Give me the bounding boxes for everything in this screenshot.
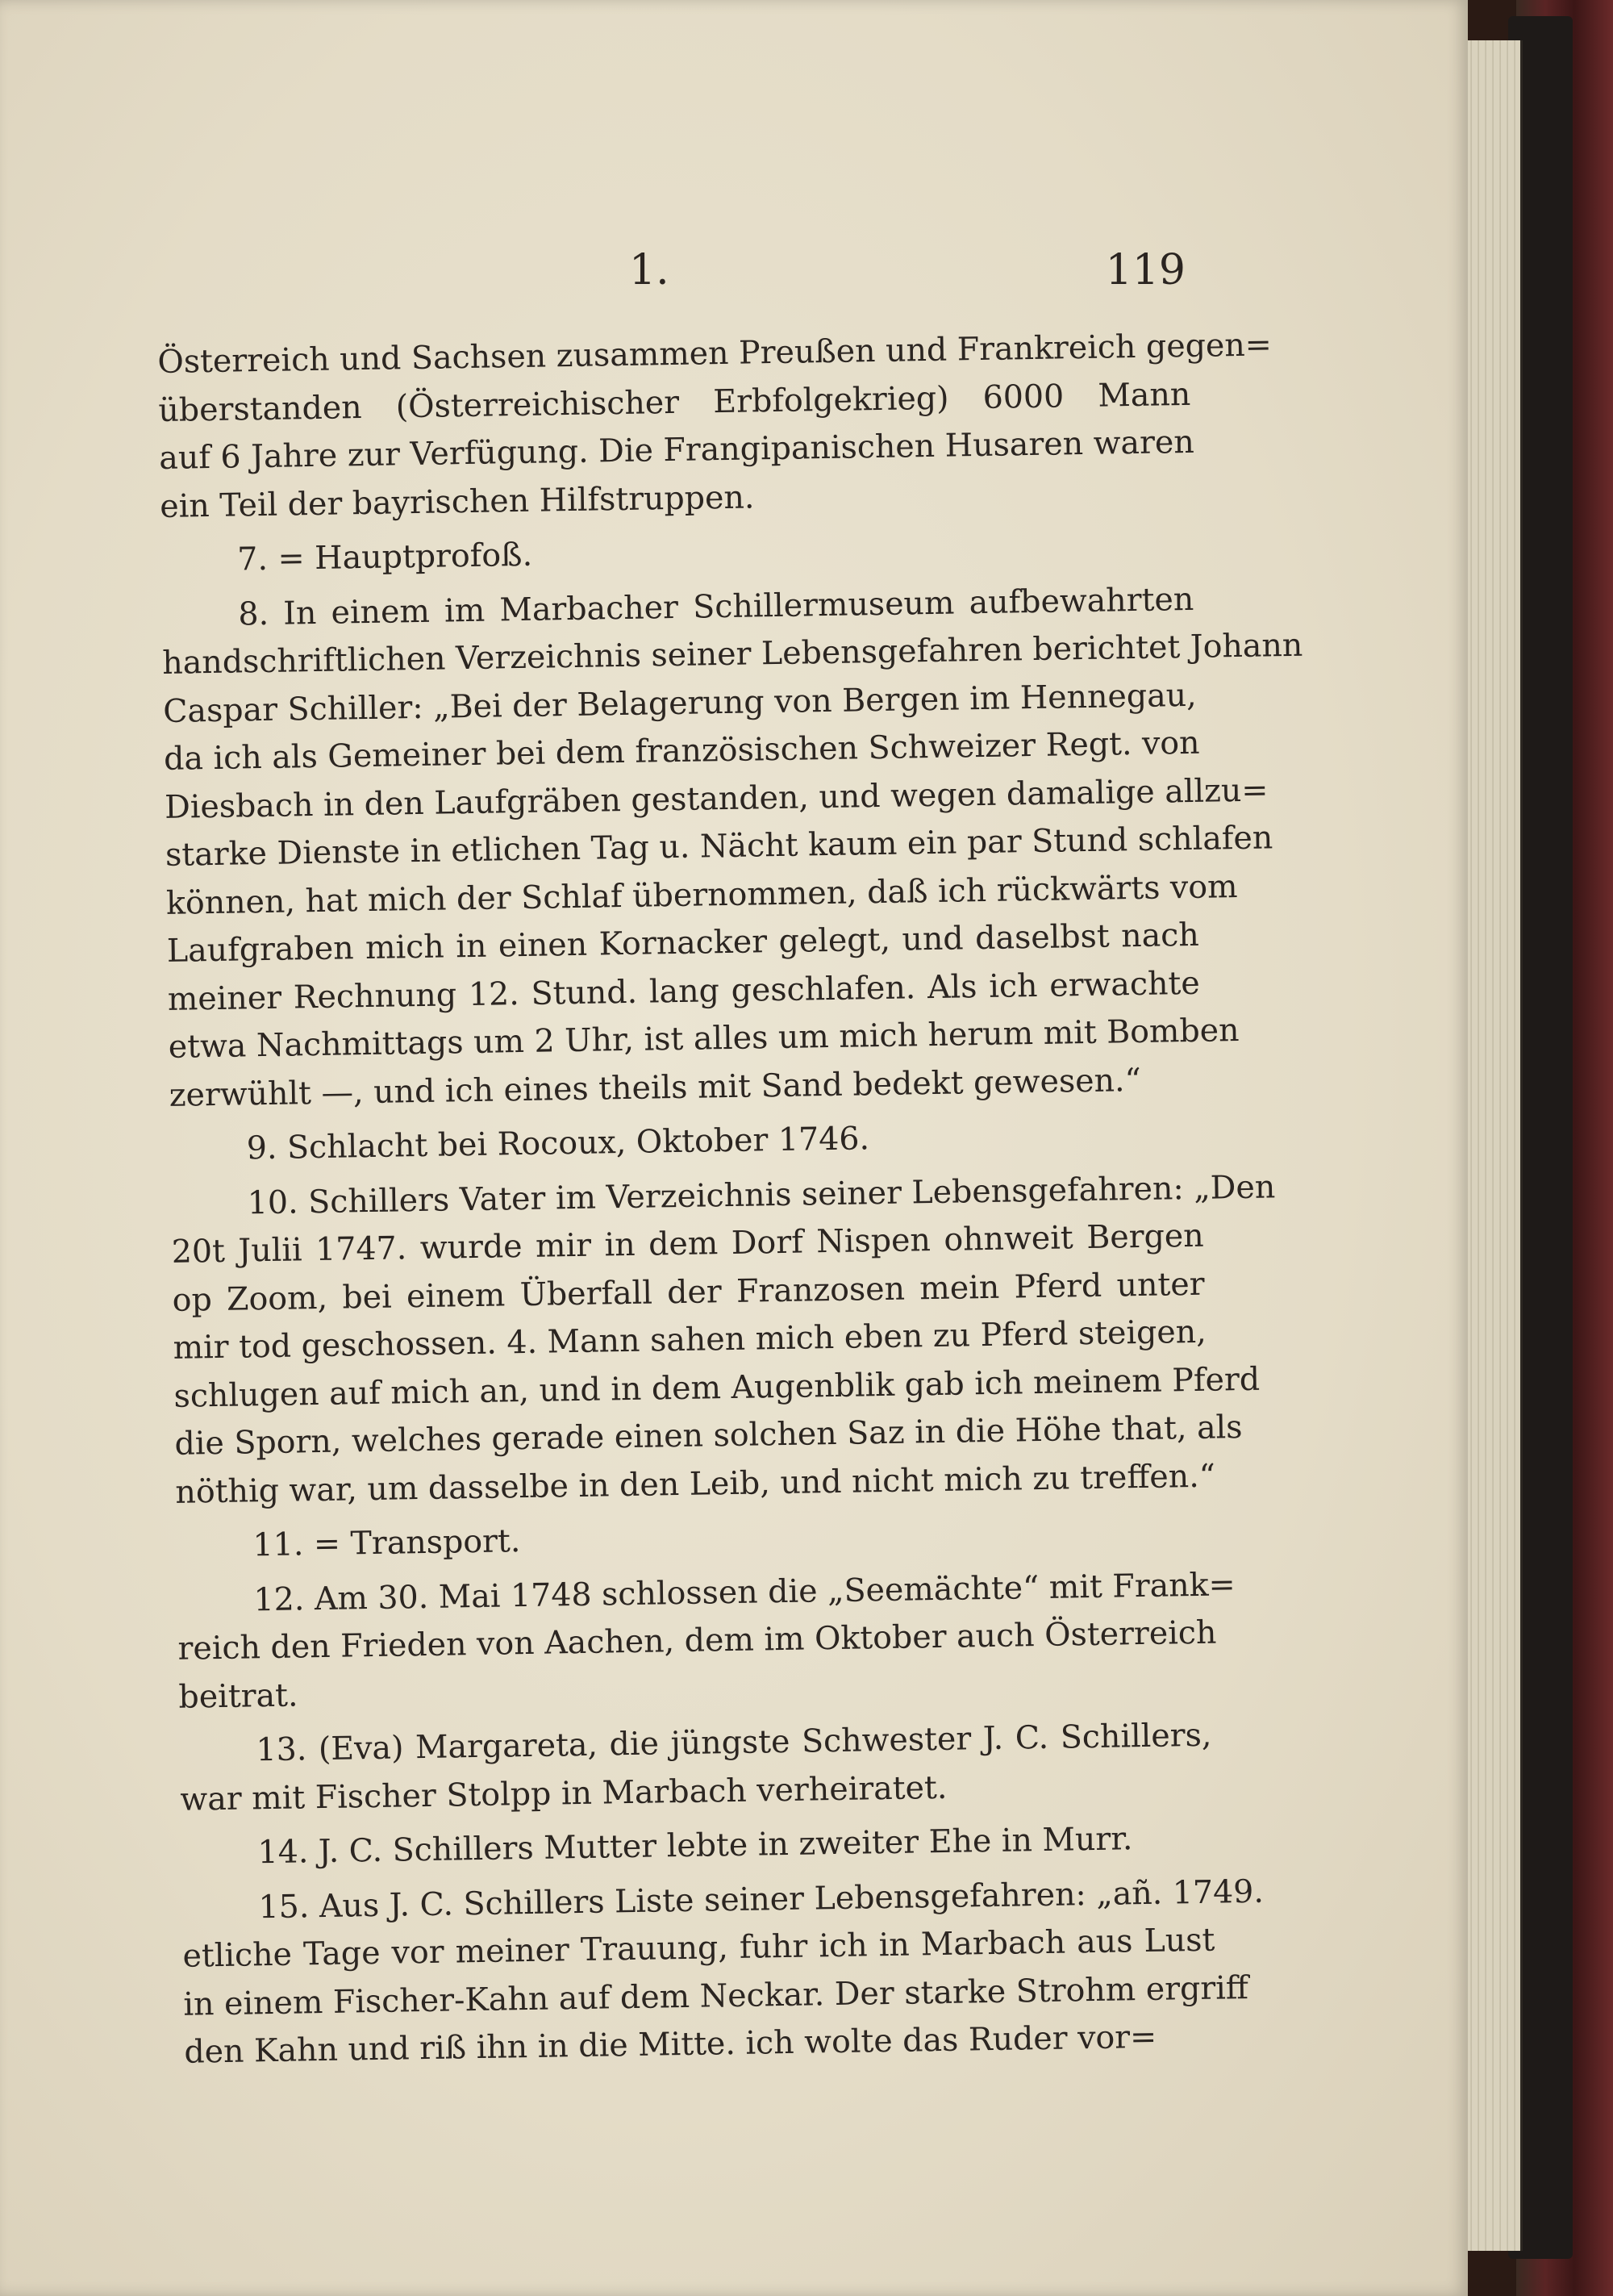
note-n10 [170,1164,1276,1517]
text-line: ein Teil der bayrischen Hilfstruppen. [159,478,755,525]
text-line: 7. = Hauptprofoß. [236,536,533,578]
text-line: etliche Tage vor meiner Trauung, fuhr ich in Marbach aus Lust [182,1921,1215,1975]
text-line: beitrat. [178,1676,298,1716]
text-line: Caspar Schiller: „Bei der Belagerung von Bergen im Hennegau, [162,676,1198,730]
text-line: op Zoom, bei einem Überfall der Franzosen mein Pferd unter [172,1265,1205,1319]
note-n13 [179,1712,1213,1824]
text-line: 15. Aus J. C. Schillers Liste seiner Lebensgefahren: „añ. 1749. [258,1872,1265,1926]
text-line: reich den Frieden von Aachen, dem im Oktober auch Österreich [177,1613,1217,1668]
text-line: überstanden (Österreichischer Erbfolgekrieg) 6000 Mann [158,375,1191,429]
text-line: meiner Rechnung 12. Stund. lang geschlafen. Als ich erwachte [167,964,1201,1018]
page-number: 119 [1105,246,1186,294]
text-line: nöthig war, um dasselbe in den Leib, und nicht mich zu treffen.“ [175,1457,1216,1511]
text-line: die Sporn, welches gerade einen solchen Saz in die Höhe that, als [174,1409,1243,1463]
text-line: 10. Schillers Vater im Verzeichnis seiner Lebensgefahren: „Den [247,1167,1276,1221]
note-pre [157,323,1273,531]
text-line: 20t Julii 1747. wurde mir in dem Dorf Nispen ohnweit Bergen [171,1217,1204,1271]
note-n15 [181,1868,1265,2077]
endnotes-text [157,323,1303,2077]
text-line: 11. = Transport. [252,1522,521,1564]
text-line: zerwühlt —, und ich eines theils mit Sand bedekt gewesen.“ [169,1061,1142,1114]
text-line: 9. Schlacht bei Rocoux, Oktober 1746. [246,1120,870,1167]
text-line: Diesbach in den Laufgräben gestanden, und wegen damalige allzu= [164,770,1269,826]
text-line: starke Dienste in etlichen Tag u. Nächt kaum ein par Stund schlafen [165,819,1273,874]
text-line: war mit Fischer Stolpp in Marbach verheiratet. [180,1768,948,1818]
text-line: 14. J. C. Schillers Mutter lebte in zweiter Ehe in Murr. [257,1820,1133,1872]
text-line: auf 6 Jahre zur Verfügung. Die Frangipanischen Husaren waren [158,423,1195,477]
text-line: mir tod geschossen. 4. Mann sahen mich eben zu Pferd steigen, [173,1313,1207,1367]
signature-mark: 1. [629,246,669,294]
text-line: da ich als Gemeiner bei dem französischen Schweizer Regt. von [163,724,1200,778]
note-n12 [177,1561,1236,1722]
text-line: handschriftlichen Verzeichnis seiner Lebensgefahren berichtet Johann [161,626,1303,682]
text-line: 12. Am 30. Mai 1748 schlossen die „Seemächte“ mit Frank= [253,1565,1236,1618]
text-line: Laufgraben mich in einen Kornacker gelegt, und daselbst nach [166,916,1200,970]
text-line: etwa Nachmittags um 2 Uhr, ist alles um mich herum mit Bomben [168,1012,1240,1066]
text-line: Österreich und Sachsen zusammen Preußen und Frankreich gegen= [157,326,1273,381]
text-line: den Kahn und riß ihn in die Mitte. ich wolte das Ruder vor= [184,2018,1157,2071]
text-line: in einem Fischer-Kahn auf dem Neckar. Der starke Strohm ergriff [183,1968,1249,2023]
text-line: 13. (Eva) Margareta, die jüngste Schwester J. C. Schillers, [256,1716,1212,1769]
note-n8 [161,575,1303,1120]
text-line: 8. In einem im Marbacher Schillermuseum aufbewahrten [238,580,1194,632]
text-line: können, hat mich der Schlaf übernommen, daß ich rückwärts vom [165,867,1238,922]
running-header [629,246,1194,303]
text-line: schlugen auf mich an, und in dem Augenblik gab ich meinem Pferd [173,1360,1261,1415]
